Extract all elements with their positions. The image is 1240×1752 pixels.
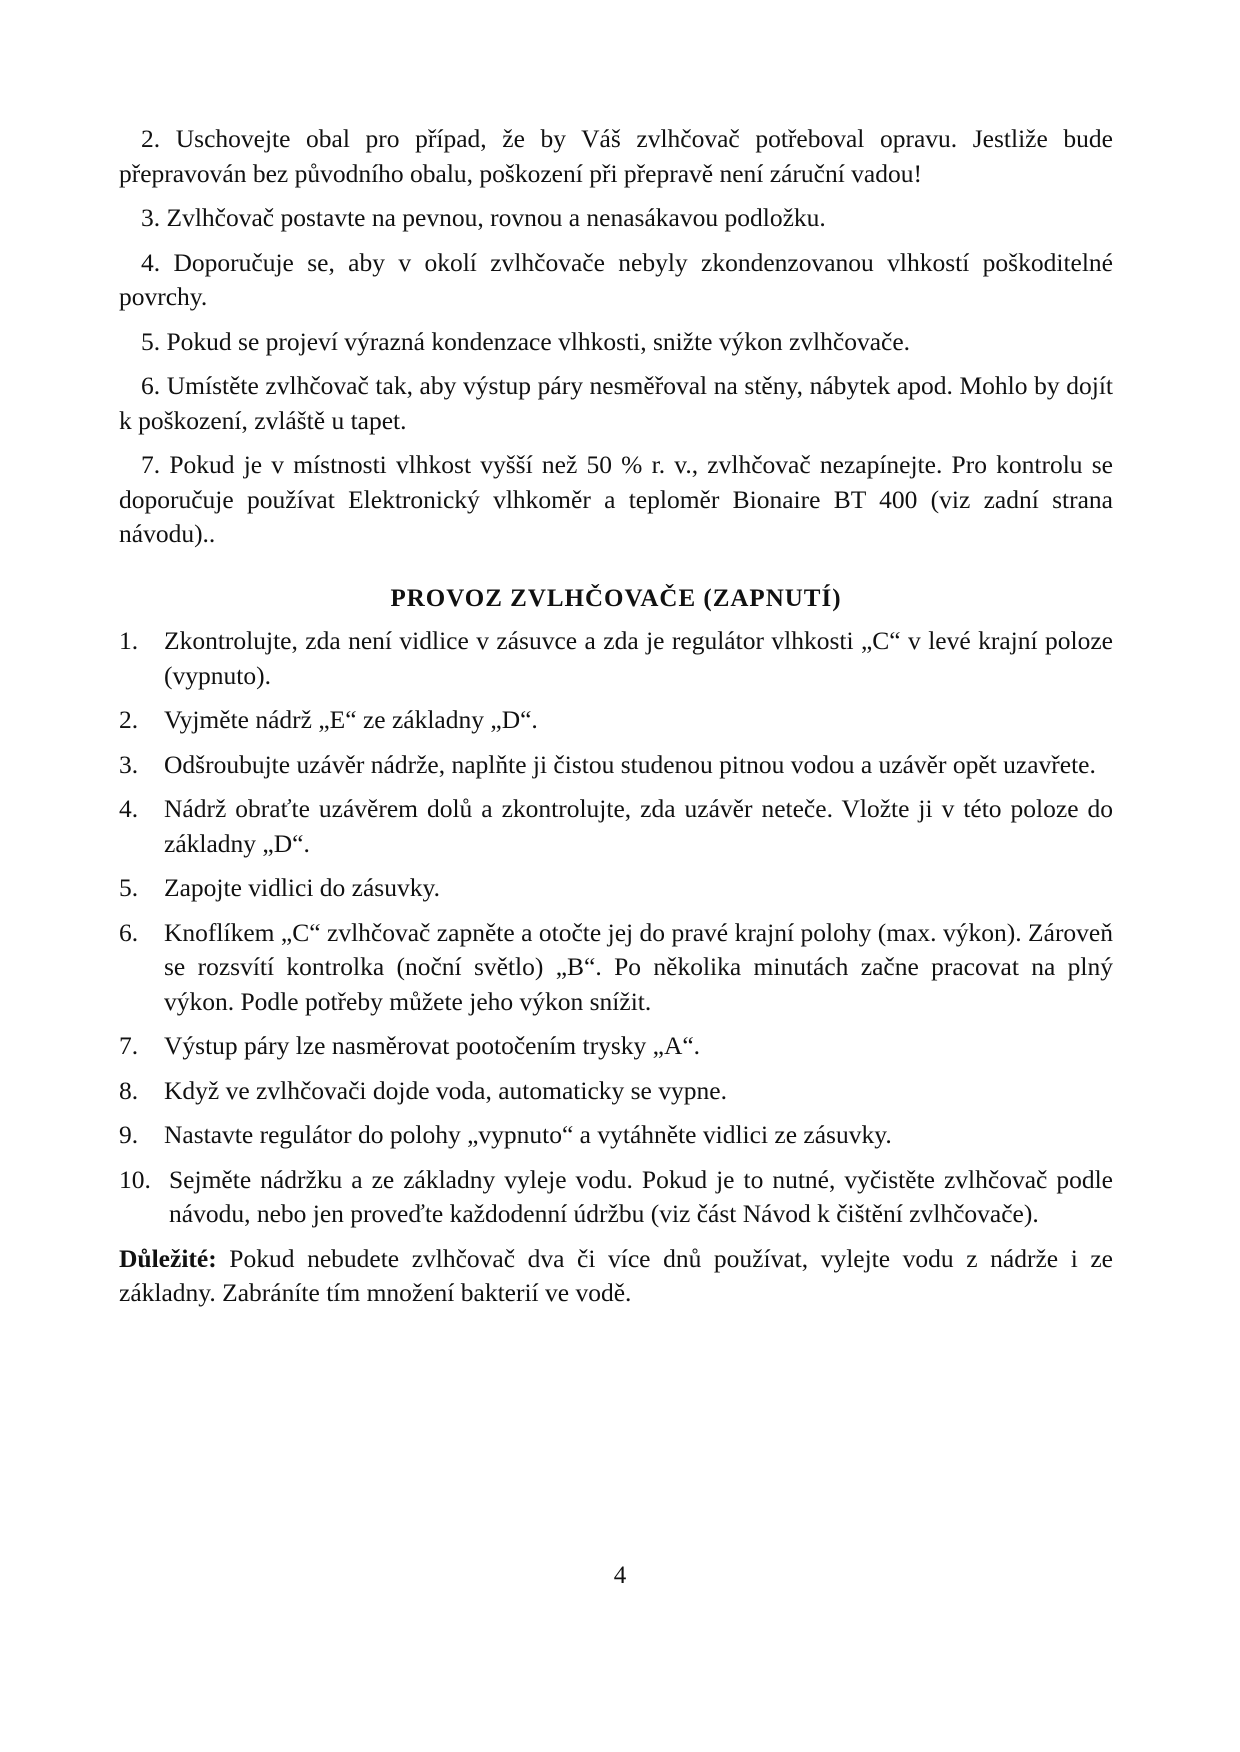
step-text: Zkontrolujte, zda není vidlice v zásuvce a zda je regulátor vlhkosti „C“ v levé krajní poloze (vypnuto). <box>164 626 1113 690</box>
list-item <box>119 624 1113 693</box>
intro-paragraph-4: 4. Doporučuje se, aby v okolí zvlhčovače nebyly zkondenzovanou vlhkostí poškoditelné povrchy. <box>119 247 1113 311</box>
step-text: Zapojte vidlici do zásuvky. <box>164 873 440 902</box>
step-number: 6. <box>119 917 139 947</box>
list-item <box>119 1118 1113 1153</box>
step-number: 4. <box>119 794 139 823</box>
intro-paragraph-5: 5. Pokud se projeví výrazná kondenzace vlhkosti, snižte výkon zvlhčovače. <box>141 326 911 356</box>
step-text: Nastavte regulátor do polohy „vypnuto“ a vytáhněte vidlici ze zásuvky. <box>164 1120 892 1149</box>
step-number: 3. <box>119 749 139 779</box>
step-text: Když ve zvlhčovači dojde voda, automaticky se vypne. <box>164 1075 727 1105</box>
step-number: 1. <box>119 626 139 655</box>
list-item <box>119 871 1113 906</box>
important-label: Důležité: <box>119 1243 217 1273</box>
list-item <box>119 1029 1113 1064</box>
list-item <box>119 748 1113 783</box>
step-text: Odšroubujte uzávěr nádrže, naplňte ji čistou studenou pitnou vodou a uzávěr opět uzavřete. <box>164 749 1096 779</box>
step-number: 8. <box>119 1075 139 1105</box>
intro-paragraph-2: 2. Uschovejte obal pro případ, že by Váš zvlhčovač potřeboval opravu. Jestliže bude přepravován bez původního obalu, poškození při přepravě není záruční vadou! <box>119 124 1113 188</box>
intro-paragraph-3: 3. Zvlhčovač postavte na pevnou, rovnou a nenasákavou podložku. <box>141 203 826 232</box>
important-note <box>119 1242 1113 1311</box>
list-item <box>119 703 1113 738</box>
operation-steps-list <box>119 624 1113 1232</box>
step-number: 7. <box>119 1031 139 1060</box>
step-text: Sejměte nádržku a ze základny vyleje vodu. Pokud je to nutné, vyčistěte zvlhčovač podle návodu, nebo jen proveďte každodenní údržbu (viz část Návod k čištění zvlhčovače). <box>169 1164 1113 1228</box>
list-item <box>119 916 1113 1020</box>
section-heading: PROVOZ ZVLHČOVAČE (ZAPNUTÍ) <box>390 584 842 612</box>
step-number: 9. <box>119 1120 139 1149</box>
step-text: Knoflíkem „C“ zvlhčovač zapněte a otočte jej do pravé krajní polohy (max. výkon). Zároveň se rozsvítí kontrolka (noční světlo) „B“. Po několika minutách začne pracovat na plný výkon. Podle potřeby můžete jeho výkon snížit. <box>164 917 1113 1016</box>
step-text: Nádrž obraťte uzávěrem dolů a zkontrolujte, zda uzávěr neteče. Vložte ji v této poloze do základny „D“. <box>164 794 1113 858</box>
intro-paragraph-6: 6. Umístěte zvlhčovač tak, aby výstup páry nesměřoval na stěny, nábytek apod. Mohlo by dojít k poškození, zvláště u tapet. <box>119 371 1113 435</box>
step-text: Vyjměte nádrž „E“ ze základny „D“. <box>164 705 538 734</box>
important-text: Pokud nebudete zvlhčovač dva či více dnů používat, vylejte vodu z nádrže i ze základny. Zabráníte tím množení bakterií ve vodě. <box>119 1243 1113 1307</box>
step-number: 2. <box>119 705 139 734</box>
step-text: Výstup páry lze nasměrovat pootočením trysky „A“. <box>164 1031 701 1060</box>
document-page <box>119 122 1113 1311</box>
list-item <box>119 792 1113 861</box>
list-item <box>119 1074 1113 1109</box>
step-number: 5. <box>119 873 139 902</box>
list-item <box>119 1163 1113 1232</box>
intro-paragraph-7: 7. Pokud je v místnosti vlhkost vyšší než 50 % r. v., zvlhčovač nezapínejte. Pro kontrolu se doporučuje používat Elektronický vlhkoměr a teploměr Bionaire BT 400 (viz zadní strana návodu).. <box>119 450 1113 548</box>
page-number: 4 <box>613 1562 627 1589</box>
step-number: 10. <box>119 1164 151 1194</box>
